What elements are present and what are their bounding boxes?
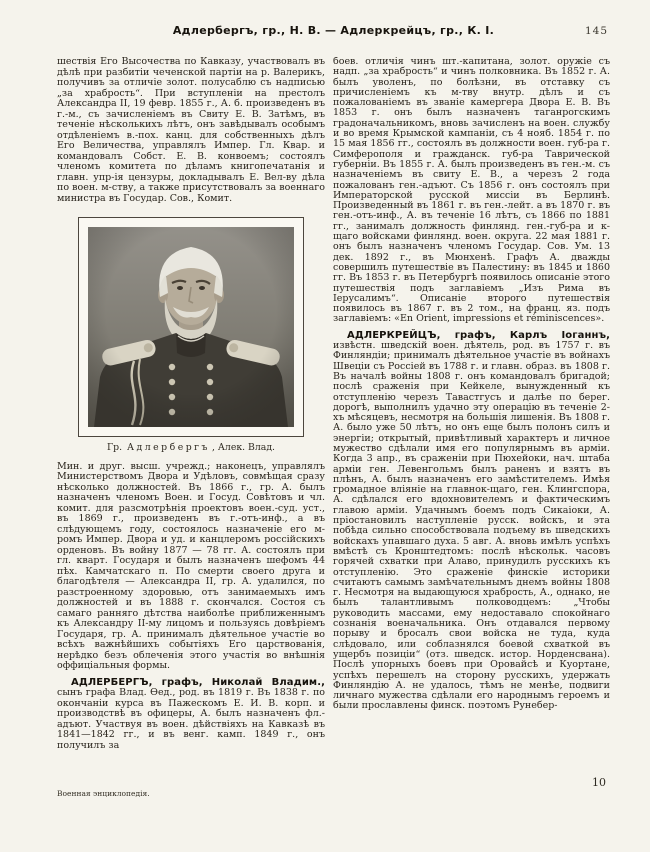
- body-paragraph: шествія Его Высочества по Кавказу, участвовалъ въ дѣлѣ при разбитіи чеченской партіи на р. Валерикъ, получивъ за отличіе золот. полусаблю съ надписью „за храбрость“. При вступленіи на престолъ Александра II, 19 февр. 1855 г., А. б. произведенъ въ г.-м., съ зачисленіемъ въ Свиту Е. В. Затѣмъ, въ теченіе нѣсколькихъ лѣтъ, онъ завѣдывалъ особымъ отдѣленіемъ в.-пох. канц. для собственныхъ дѣлъ Его Величества, управлялъ Импер. Гл. Квар. и командовалъ Собст. Е. В. конвоемъ; состоялъ членомъ комитета по дѣламъ книгопечатанія и главн. упр-ія цензуры, докладывалъ Е. Вел-ву дѣла по воен. м-ству, а также присутствовалъ за военнаго министра въ Государ. Сов., Комит.: [57, 57, 325, 204]
- article-headword: АДЛЕРКРЕЙЦЪ, графъ, Карлъ Іоганнъ,: [347, 329, 610, 341]
- page-number: 145: [584, 25, 608, 37]
- caption-prefix: Гр.: [106, 442, 123, 453]
- article-adlerkreutz: [333, 331, 610, 712]
- caption-surname: Адлербергъ: [127, 442, 210, 453]
- portrait-frame: [78, 217, 304, 437]
- portrait-figure: [78, 217, 304, 454]
- article-adlerberg-nikolai: [57, 678, 325, 752]
- portrait-caption: [78, 443, 304, 454]
- body-paragraph: Мин. и друг. высш. учрежд.; наконецъ, управлялъ Министерствомъ Двора и Удѣловъ, совмѣщая сразу нѣсколько должностей. Въ 1866 г., гр. А. былъ назначенъ членомъ Воен. и Госуд. Совѣтовъ и чл. комит. для разсмотрѣнія проектовъ воен.-суд. уст., въ 1869 г., произведенъ въ г.-отъ-инф., а въ слѣдующемъ году, состоялось назначеніе его м-ромъ Импер. Двора и уд. и канцлеромъ россійскихъ орденовъ. Въ войну 1877 — 78 гг. А. состоялъ при гл. кварт. Государя и былъ назначенъ шефомъ 44 пѣх. Камчатскаго п. По смерти своего друга и благодѣтеля — Александра II, гр. А. удалился, по разстроенному здоровью, отъ занимаемыхъ имъ должностей и въ 1888 г. скончался. Состоя съ самаго ранняго дѣтства наиболѣе приближеннымъ къ Александру II-му лицомъ и пользуясь довѣріемъ Государя, гр. А. принималъ дѣятельное участіе во всѣхъ важнѣйшихъ событіяхъ Его царствованія, нерѣдко безъ облеченія этого участія во внѣшнія оффиціальныя формы.: [57, 460, 325, 671]
- running-head-title: Адлербергъ, гр., Н. В. — Адлеркрейцъ, гр., К. І.: [172, 24, 495, 37]
- caption-rest: , Алек. Влад.: [211, 442, 276, 453]
- footer-sheet-number: 10: [592, 776, 606, 789]
- right-column: [333, 57, 610, 787]
- body-paragraph: боев. отличія чинъ шт.-капитана, золот. оружіе съ надп. „за храбрость“ и чинъ полковника. Въ 1852 г. А. былъ уволенъ, по болѣзни, въ отставку съ причисленіемъ къ м-тву внутр. дѣлъ и съ пожалованіемъ въ званіе камергера Двора Е. В. Въ 1853 г. онъ былъ назначенъ таганрогскимъ градоначальникомъ, вновь зачисленъ на воен. службу и во время Крымской кампаніи, съ 4 нояб. 1854 г. по 15 мая 1856 гг., состоялъ въ должности воен. губ-ра г. Симферополя и гражданск. губ-ра Таврической губерніи. Въ 1855 г. А. былъ произведенъ въ ген.-м. съ назначеніемъ въ свиту Е. В., а черезъ 2 года пожалованъ ген.-адъют. Съ 1856 г. онъ состоялъ при Императорской русской миссіи въ Берлинѣ. Произведенный въ 1861 г. въ ген.-лейт. а въ 1870 г. въ ген.-отъ-инф., А. въ теченіе 16 лѣтъ, съ 1866 по 1881 гг., занималъ должность финлянд. ген.-губ-ра и к-щаго войсками финлянд. воен. округа. 22 мая 1881 г. онъ былъ назначенъ членомъ Государ. Сов. Ум. 13 дек. 1892 г., въ Мюнхенѣ. Графъ А. дважды совершилъ путешествіе въ Палестину: въ 1845 и 1860 гг. Въ 1853 г. въ Петербургѣ появилось описаніе этого путешествія подъ заглавіемъ „Изъ Рима въ Іерусалимъ“. Описаніе второго путешествія появилось въ 1867 г. въ 2 том., на франц. яз. подъ заглавіемъ: «En Orient, impressions et réminiscences».: [333, 57, 610, 325]
- left-column: [57, 57, 325, 787]
- article-body-text: сынъ графа Влад. Ѳед., род. въ 1819 г. Въ 1838 г. по окончаніи курса въ Пажескомъ Е. И. В. корп. и производствѣ въ офицеры, А. былъ назначенъ фл.-адъют. Участвуя въ воен. дѣйствіяхъ на Кавказѣ въ 1841—1842 гг., и въ венг. камп. 1849 г., онъ получилъ за: [57, 687, 325, 751]
- article-body-text: извѣстн. шведскій воен. дѣятель, род. въ 1757 г. въ Финляндіи; принималъ дѣятельное участіе въ войнахъ Швеціи съ Россіей въ 1788 г. и главн. образ. въ 1808 г. Въ началѣ войны 1808 г. онъ командовалъ бригадой; послѣ сраженія при Кейкеле, вынужденный къ отступленію черезъ Тавастгусъ и далѣе по берег. дорогѣ, выполнилъ удачно эту операцію въ теченіе 2-хъ мѣсяцевъ, несмотря на большія лишенія. Въ 1808 г. А. было уже 50 лѣтъ, но онъ еще былъ полонъ силъ и энергіи; открытый, привѣтливый характеръ и личное мужество сдѣлали имя его популярнымъ въ арміи. Когда 3 апр., въ сраженіи при Пюхейоки, нач. штаба арміи ген. Левенгольмъ былъ раненъ и взятъ въ плѣнъ, А. былъ назначенъ его замѣстителемъ. Имѣя громадное вліяніе на главнок-щаго, ген. Клингспора, А. сдѣлался его вдохновителемъ и фактическимъ главою арміи. Удачнымъ боемъ подъ Сикаіоки, А. пріостановилъ наступленіе русск. войскъ, и эта побѣда сильно способствовала подъему въ шведскихъ войскахъ упавшаго духа. 5 авг. А. вновь имѣлъ успѣхъ вмѣстѣ съ Кронштедтомъ: послѣ нѣскольк. часовъ горячей схватки при Алаво, принудилъ русскихъ къ отступленію. Это сраженіе финскіе историки считаютъ самымъ замѣчательнымъ днемъ войны 1808 г. Несмотря на выдающуюся храбрость, А., однако, не былъ талантливымъ полководцемъ: „Чтобы руководить массами, ему недоставало спокойнаго сознанія военачальника. Онъ отдавался первому порыву и бросалъ свои войска не туда, куда слѣдовало, или соблазнялся боевой схваткой въ ущербъ позиціи“ (отз. шведск. истор. Норденсвана). Послѣ упорныхъ боевъ при Оровайсѣ и Куортане, успѣхъ перешелъ на сторону русскихъ, удержать Финляндію А. не удалось, тѣмъ не менѣе, подвиги личнаго мужества сдѣлали его народнымъ героемъ и были прославлены финск. поэтомъ Рунебер-: [333, 340, 610, 712]
- article-headword: АДЛЕРБЕРГЪ, графъ, Николай Владим.,: [71, 676, 325, 688]
- portrait-photo-illustration: [88, 227, 294, 427]
- footer-imprint: Военная энциклопедія.: [57, 789, 150, 798]
